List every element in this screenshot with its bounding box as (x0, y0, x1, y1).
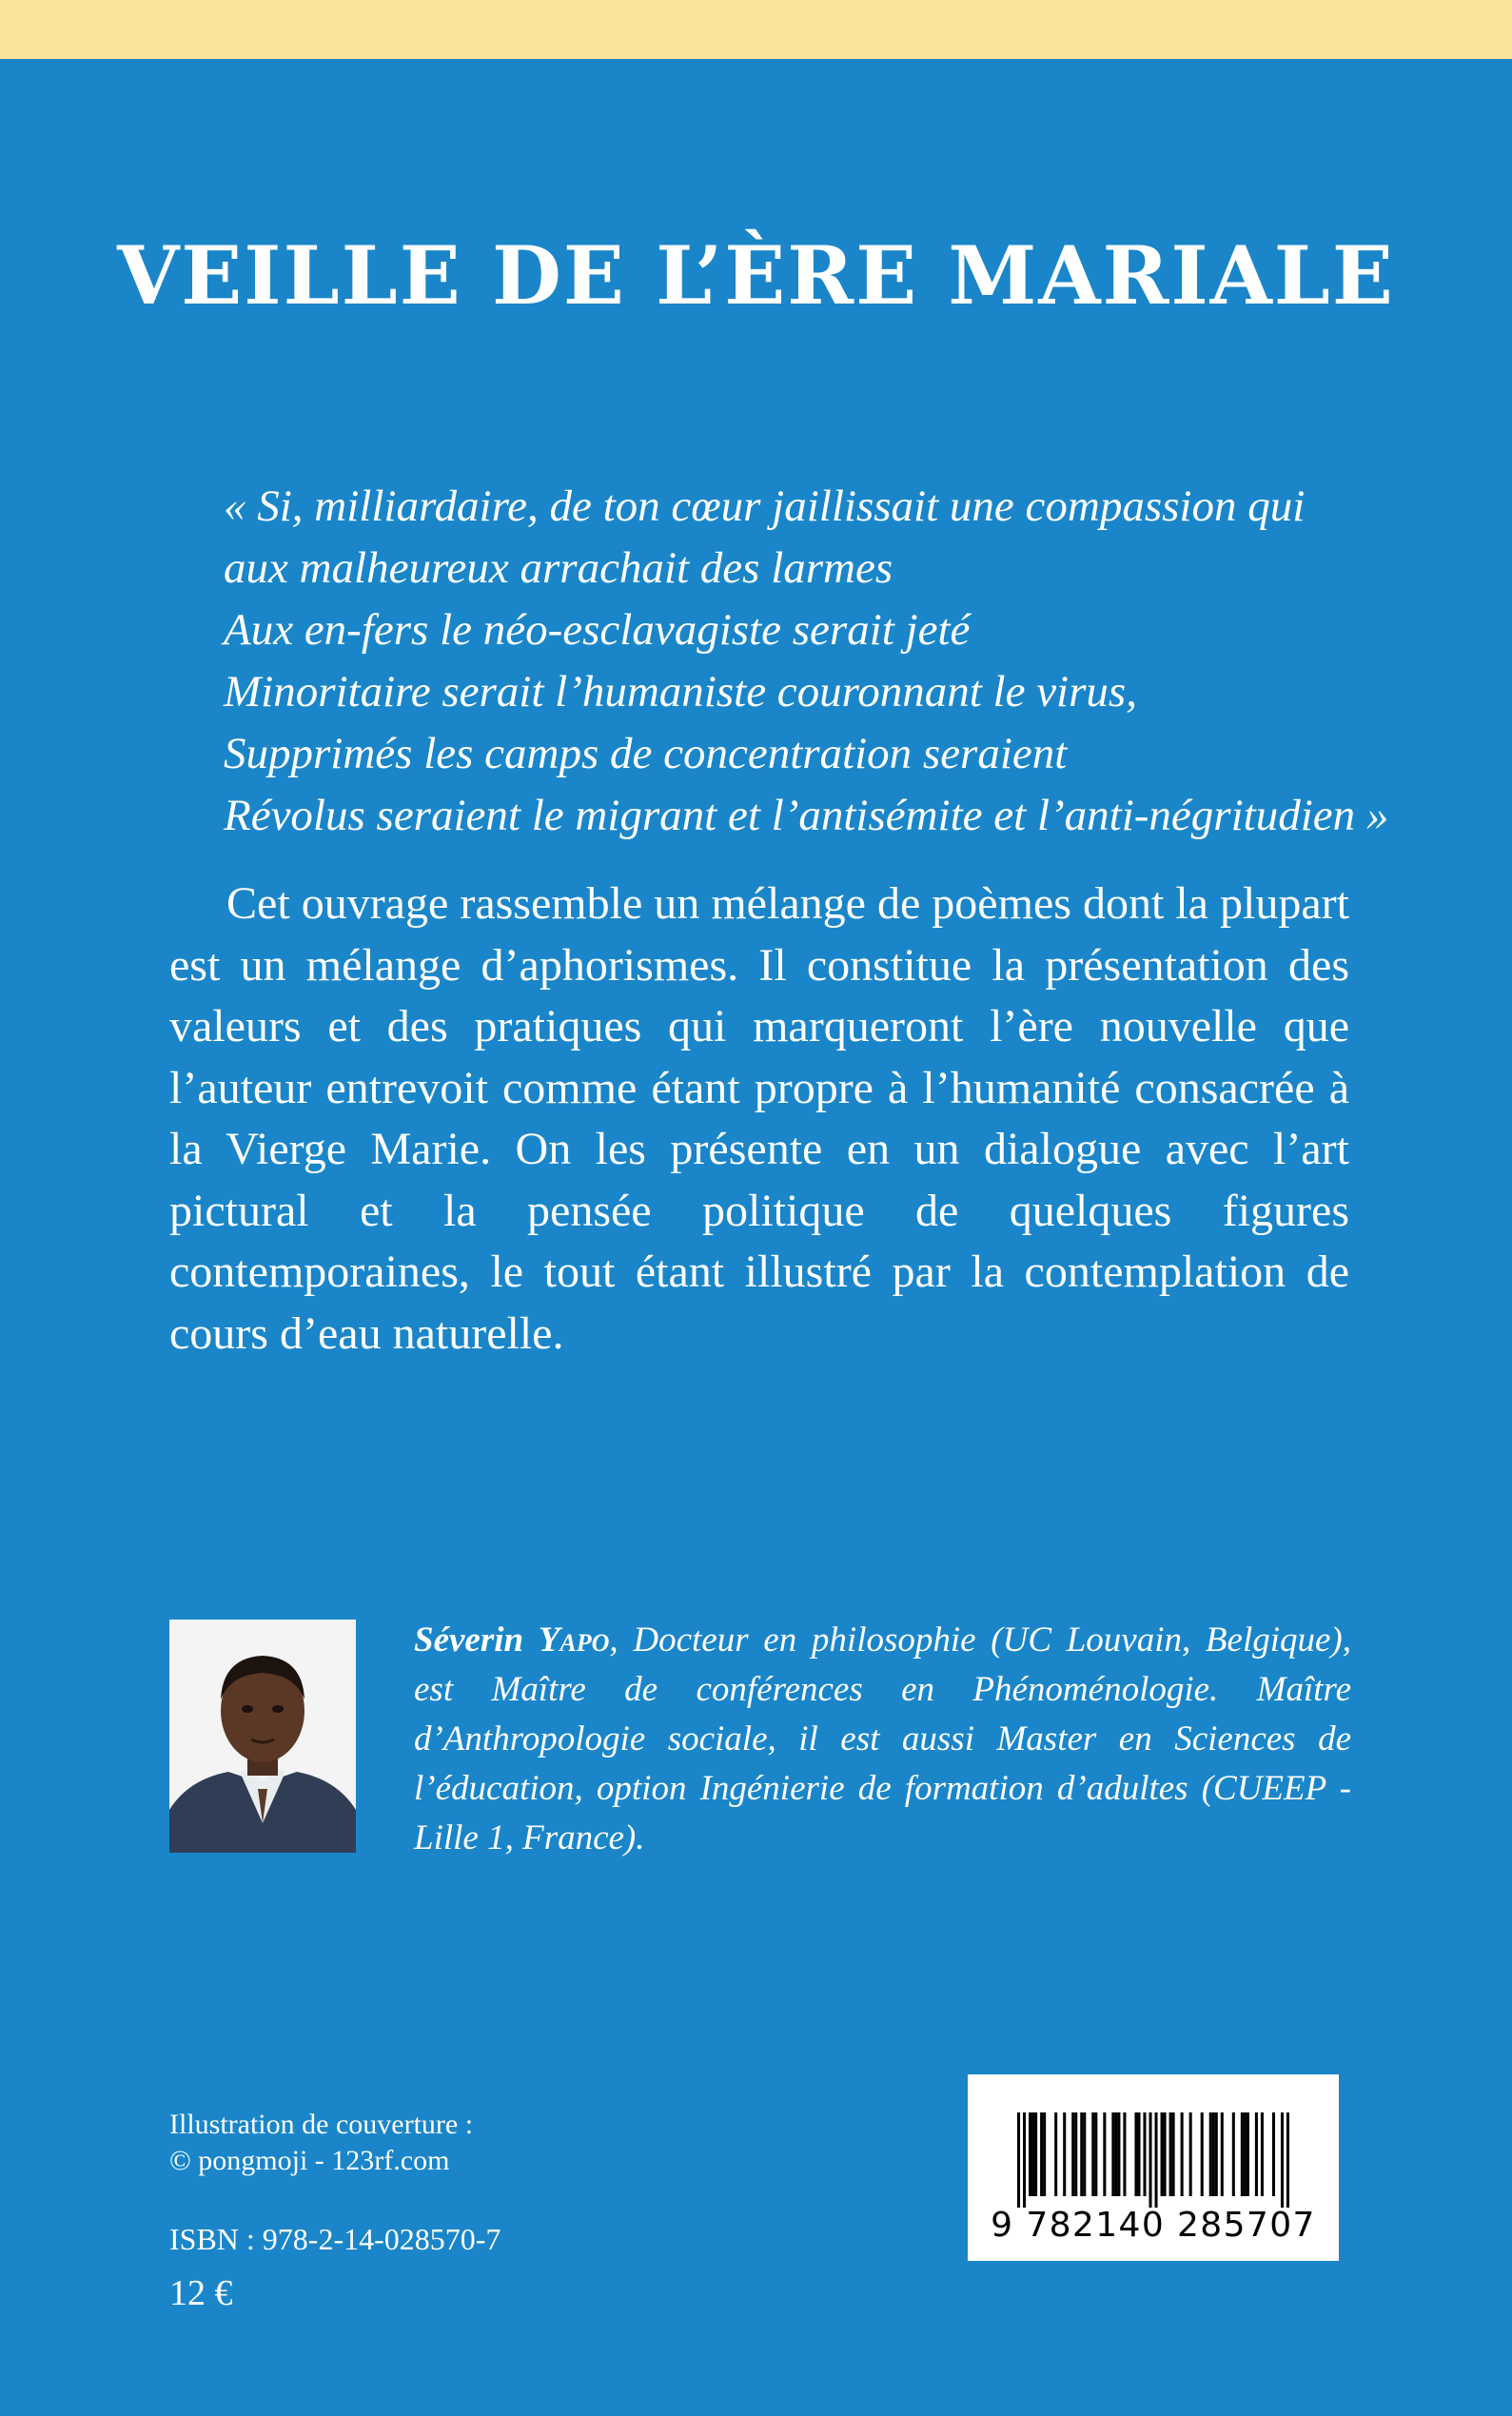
barcode-bar (1083, 2112, 1086, 2196)
barcode-bar (1212, 2112, 1215, 2196)
top-color-band (0, 0, 1512, 59)
author-last-name: Yapo (538, 1620, 610, 1660)
barcode-bar (1111, 2112, 1114, 2196)
barcode-bar (1080, 2112, 1083, 2196)
barcode-digits: 9 782140 285707 (991, 2206, 1316, 2245)
barcode-bar (1241, 2112, 1244, 2196)
barcode-bar (1023, 2112, 1026, 2208)
barcode-bar (1091, 2112, 1094, 2196)
illustration-credits (169, 2107, 740, 2179)
barcode-bar (1017, 2112, 1020, 2208)
barcode-bar (1134, 2112, 1137, 2196)
author-bio (414, 1616, 1351, 1863)
barcode-bar (1143, 2112, 1146, 2196)
barcode-bar (1149, 2112, 1151, 2208)
barcode-bar (1201, 2112, 1204, 2196)
barcode-bar (1071, 2112, 1074, 2196)
barcode-bar (1103, 2112, 1106, 2196)
barcode-bar (1063, 2112, 1066, 2196)
isbn-number: ISBN : 978-2-14-028570-7 (169, 2222, 501, 2256)
barcode-bar (1247, 2112, 1249, 2196)
barcode-bar (1114, 2112, 1117, 2196)
barcode-bar (1029, 2112, 1031, 2196)
author-bio-text: , Docteur en philosophie (UC Louvain, Belgique), est Maître de conférences en Phénoménologie. Maître d’Anthropologie sociale, il est aussi Master en Sciences de l’éducation, option Ingénierie de formation d’adultes (CUEEP - Lille 1, France). (414, 1620, 1352, 1857)
barcode-bar (1261, 2112, 1264, 2196)
barcode-bar (1117, 2112, 1120, 2196)
barcode-bar (1043, 2112, 1046, 2196)
book-description: Cet ouvrage rassemble un mélange de poèmes dont la plupart est un mélange d’aphorismes. Il constitue la présentation des valeurs et des pratiques qui marqueront l’ère nouvelle que l’auteur entrevoit comme étant propre à l’humanité consacrée à la Vierge Marie. On les présente en un dialogue avec l’art pictural et la pensée politique de quelques figures contemporaines, le tout étant illustré par la contemplation de cours d’eau naturelle. (169, 878, 1349, 1359)
barcode-bar (1034, 2112, 1037, 2196)
barcode-bar (1074, 2112, 1077, 2196)
barcode-bar (1189, 2112, 1192, 2196)
barcode-bar (1172, 2112, 1175, 2196)
barcode-bar (1094, 2112, 1097, 2196)
poem-line: Minoritaire serait l’humaniste couronnant le virus, (224, 667, 1137, 717)
poem-line: Révolus seraient le migrant et l’antisémite et l’anti-négritudien » (224, 791, 1389, 840)
barcode-bar (1169, 2112, 1172, 2196)
barcode-bars (1017, 2112, 1289, 2208)
barcode-bar (1181, 2112, 1184, 2196)
poem-excerpt (224, 476, 1389, 847)
barcode-bar (1155, 2112, 1158, 2208)
barcode-bar (1221, 2112, 1224, 2196)
poem-line: Supprimés les camps de concentration seraient (224, 729, 1068, 778)
barcode-bar (1137, 2112, 1140, 2196)
barcode-bar (1272, 2112, 1275, 2196)
barcode-bar (1286, 2112, 1289, 2208)
barcode-bar (1164, 2112, 1167, 2196)
barcode-bar (1031, 2112, 1034, 2196)
barcode-bar (1215, 2112, 1218, 2196)
barcode-bar (1040, 2112, 1043, 2196)
barcode-bar (1281, 2112, 1284, 2208)
author-first-name: Séverin (414, 1620, 524, 1660)
barcode-bar (1209, 2112, 1212, 2196)
book-price: 12 € (169, 2273, 233, 2313)
barcode-bar (1054, 2112, 1057, 2196)
credits-source: © pongmoji - 123rf.com (169, 2145, 450, 2176)
poem-line: « Si, milliardaire, de ton cœur jaillissait une compassion qui aux malheureux arrachait des larmes (224, 481, 1306, 593)
author-portrait-image (169, 1620, 356, 1853)
poem-line: Aux en-fers le néo-esclavagiste serait jeté (224, 605, 971, 655)
barcode-bar (1232, 2112, 1235, 2196)
author-photo (169, 1620, 356, 1853)
barcode (968, 2074, 1339, 2261)
barcode-bar (1161, 2112, 1164, 2196)
barcode-bar (1244, 2112, 1247, 2196)
barcode-bar (1255, 2112, 1258, 2196)
credits-label: Illustration de couverture : (169, 2109, 474, 2140)
book-title: VEILLE DE L’ÈRE MARIALE (117, 228, 1395, 323)
barcode-bar (1123, 2112, 1126, 2196)
